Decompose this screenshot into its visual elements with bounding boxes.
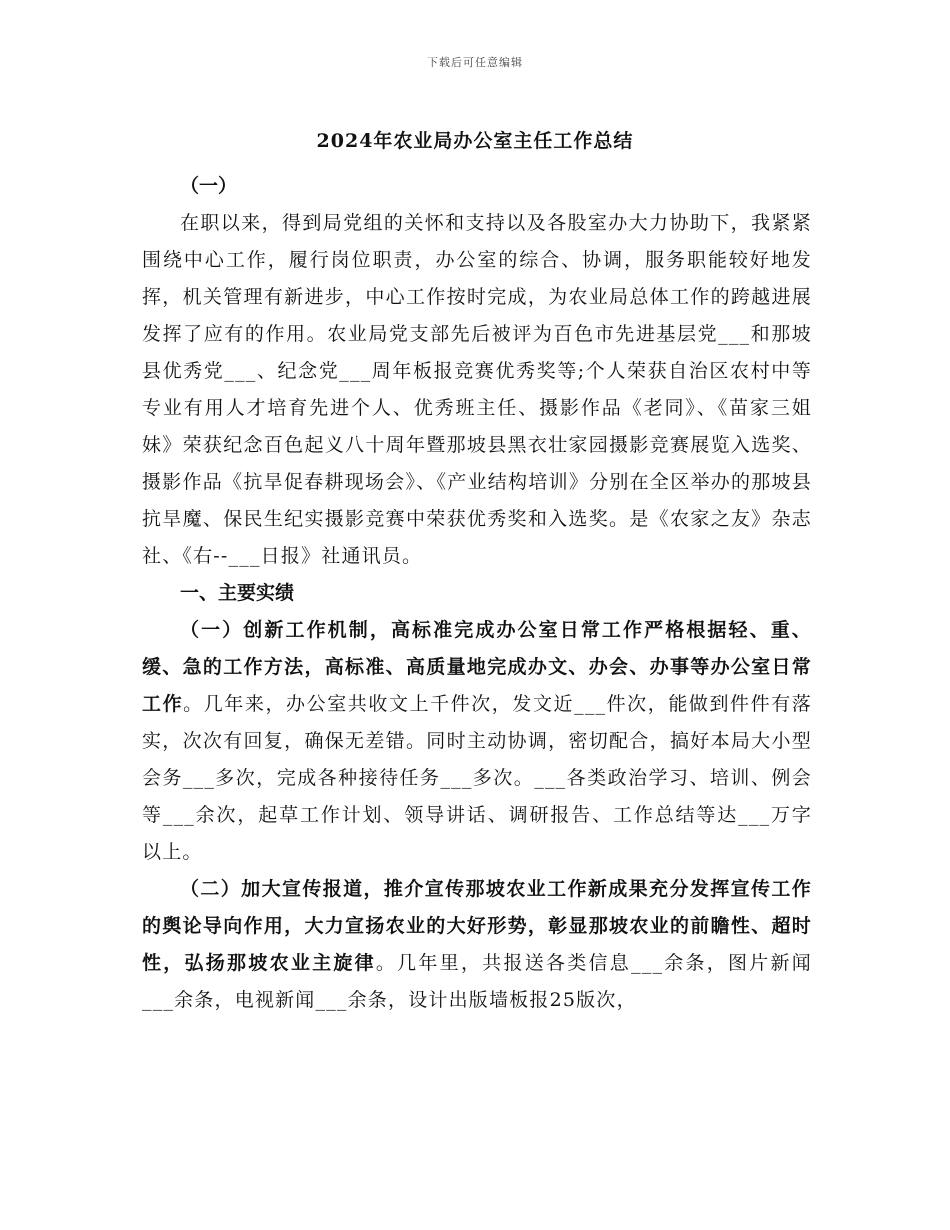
paragraph-item-1 [142,612,812,871]
item-1-heading: （一）创新工作机制，高标准完成办公室日常工作严格根据轻、重、缓、急的工作方法，高标准、高质量地完成办文、办会、办事等办公室日常工作 [142,619,812,715]
section-marker: （一） [180,175,238,197]
page-title: 2024年农业局办公室主任工作总结 [316,130,634,152]
heading-main-achievements: 一、主要实绩 [180,582,295,604]
item-2-heading: （二）加大宣传报道，推介宣传那坡农业工作新成果充分发挥宣传工作的舆论导向作用，大力宣扬农业的大好形势，彰显那坡农业的前瞻性、超时性，弘扬那坡农业主旋律 [142,878,812,974]
paragraph-intro: 在职以来，得到局党组的关怀和支持以及各股室办大力协助下，我紧紧围绕中心工作，履行岗位职责，办公室的综合、协调，服务职能较好地发挥，机关管理有新进步，中心工作按时完成，为农业局总体工作的跨越进展发挥了应有的作用。农业局党支部先后被评为百色市先进基层党___和那坡县优秀党___、纪念党___周年板报竞赛优秀奖等;个人荣获自治区农村中等专业有用人才培育先进个人、优秀班主任、摄影作品《老同》、《苗家三姐妹》荣获纪念百色起义八十周年暨那坡县黑衣壮家园摄影竞赛展览入选奖、摄影作品《抗旱促春耕现场会》、《产业结构培训》分别在全区举办的那坡县抗旱魔、保民生纪实摄影竞赛中荣获优秀奖和入选奖。是《农家之友》杂志社、《右--___日报》社通讯员。 [142,212,812,567]
header-note: 下载后可任意编辑 [427,56,523,69]
item-2-body: 。几年里，共报送各类信息___余条，图片新闻___余条，电视新闻___余条，设计出版墙板报25版次， [142,952,813,1011]
paragraph-item-2 [142,871,812,1019]
document-body [142,168,812,1019]
item-1-body: 。几年来，办公室共收文上千件次，发文近___件次，能做到件件有落实，次次有回复，确保无差错。同时主动协调，密切配合，搞好本局大小型会务___多次，完成各种接待任务___多次。___各类政治学习、培训、例会等___余次，起草工作计划、领导讲话、调研报告、工作总结等达___万字以上。 [142,693,812,863]
